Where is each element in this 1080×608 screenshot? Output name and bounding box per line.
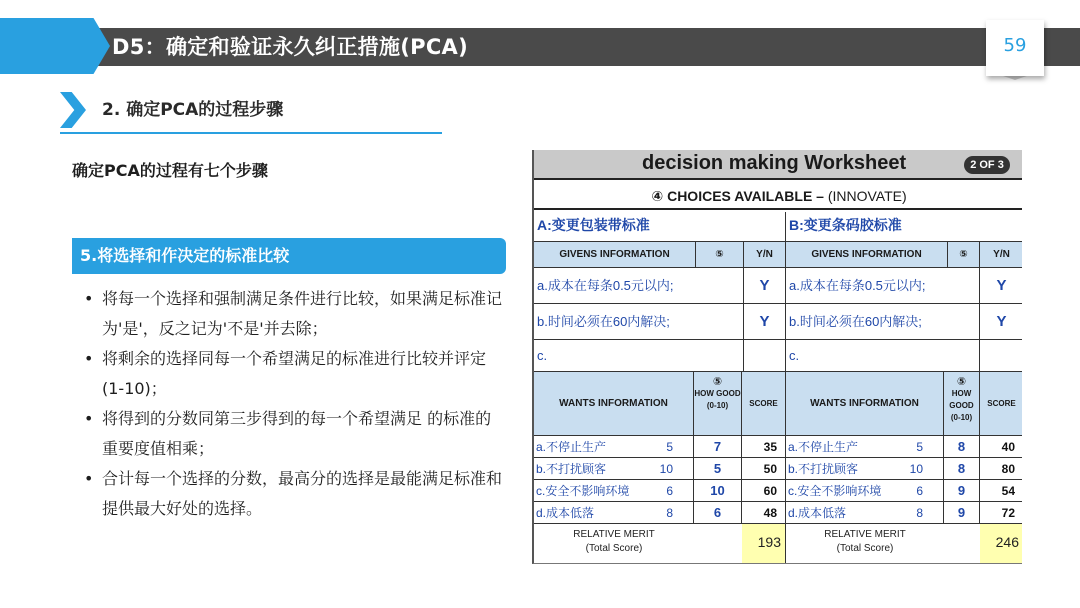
want-label: a.不停止生产 [788, 440, 859, 454]
merit-sub: (Total Score) [836, 543, 894, 554]
given-yn [980, 340, 1022, 372]
want-weight: 8 [916, 506, 923, 520]
want-weight: 8 [666, 506, 673, 520]
section-title: 2. 确定PCA的过程步骤 [102, 100, 284, 120]
given-item: b.时间必须在60内解决; [534, 304, 744, 340]
want-weight: 6 [666, 484, 673, 498]
merit-sub: (Total Score) [585, 543, 643, 554]
slide-title: D5：确定和验证永久纠正措施(PCA) [112, 35, 468, 59]
how-good-header [694, 372, 742, 436]
merit-total: 193 [742, 524, 786, 564]
want-label: d.成本低落 [788, 506, 847, 520]
how-value: 9 [944, 502, 980, 524]
want-weight: 10 [659, 462, 673, 476]
bullet-item: • 将得到的分数同第三步得到的每一个希望满足 的标准的重要度值相乘； [84, 404, 506, 464]
want-label: d.成本低落 [536, 506, 595, 520]
how-value: 8 [944, 458, 980, 480]
worksheet-title-bar [534, 150, 1022, 180]
how-value: 9 [944, 480, 980, 502]
given-item: a.成本在每条0.5元以内; [534, 268, 744, 304]
bullet-item: • 合计每一个选择的分数，最高分的选择是最能满足标准和提供最大好处的选择。 [84, 464, 506, 524]
want-weight: 5 [916, 440, 923, 454]
want-item [534, 458, 694, 480]
want-item [786, 436, 944, 458]
score-header: SCORE [742, 372, 786, 436]
want-item [534, 436, 694, 458]
step-title: 5.将选择和作决定的标准比较 [72, 238, 506, 274]
bullet-list [84, 284, 506, 524]
given-yn: Y [980, 268, 1022, 304]
given-yn [744, 340, 786, 372]
how-range: (0-10) [706, 401, 729, 410]
wants-header: WANTS INFORMATION [534, 372, 694, 436]
page-number: 59 [986, 20, 1044, 76]
merit-total: 246 [980, 524, 1022, 564]
given-item: a.成本在每条0.5元以内; [786, 268, 980, 304]
how-good-header [944, 372, 980, 436]
want-weight: 6 [916, 484, 923, 498]
choices-label: ④ CHOICES AVAILABLE – [651, 188, 824, 204]
section-underline [60, 132, 442, 134]
given-item: c. [786, 340, 980, 372]
givens-header: GIVENS INFORMATION [786, 242, 948, 268]
wants-header: WANTS INFORMATION [786, 372, 944, 436]
intro-text: 确定PCA的过程有七个步骤 [72, 161, 268, 180]
want-weight: 10 [909, 462, 923, 476]
merit-spacer [694, 524, 742, 564]
how-number: ⑤ [712, 376, 723, 388]
want-item [786, 502, 944, 524]
givens-number: ⑤ [696, 242, 744, 268]
how-label: HOW GOOD [694, 389, 741, 398]
score-value: 60 [742, 480, 786, 502]
given-yn: Y [980, 304, 1022, 340]
choices-heading [534, 182, 1022, 210]
chevron-right-icon [60, 92, 86, 128]
score-value: 80 [980, 458, 1022, 480]
want-label: b.不打扰顾客 [788, 462, 859, 476]
title-arrow-accent [0, 18, 110, 74]
score-value: 40 [980, 436, 1022, 458]
decision-worksheet [532, 150, 1022, 564]
want-item [786, 458, 944, 480]
want-weight: 5 [666, 440, 673, 454]
bullet-item: • 将剩余的选择同每一个希望满足的标准进行比较并评定(1-10)； [84, 344, 506, 404]
how-value: 5 [694, 458, 742, 480]
merit-spacer [944, 524, 980, 564]
given-item: c. [534, 340, 744, 372]
score-value: 72 [980, 502, 1022, 524]
how-range: (0-10) [950, 413, 973, 422]
how-label: HOW GOOD [949, 389, 974, 410]
title-bar [0, 18, 1080, 74]
want-label: b.不打扰顾客 [536, 462, 607, 476]
want-item [534, 480, 694, 502]
merit-label-cell [534, 524, 694, 564]
score-value: 50 [742, 458, 786, 480]
how-value: 6 [694, 502, 742, 524]
yn-header: Y/N [980, 242, 1022, 268]
want-label: a.不停止生产 [536, 440, 607, 454]
option-b-title: B:变更条码胶标准 [786, 212, 1022, 242]
bullet-item: • 将每一个选择和强制满足条件进行比较，如果满足标准记为'是'，反之记为'不是'并去除； [84, 284, 506, 344]
given-yn: Y [744, 304, 786, 340]
want-item [786, 480, 944, 502]
option-a-title: A:变更包装带标准 [534, 212, 786, 242]
worksheet-title: decision making Worksheet [642, 152, 907, 174]
score-value: 35 [742, 436, 786, 458]
given-yn: Y [744, 268, 786, 304]
how-value: 10 [694, 480, 742, 502]
want-item [534, 502, 694, 524]
score-header: SCORE [980, 372, 1022, 436]
how-value: 8 [944, 436, 980, 458]
merit-label: RELATIVE MERIT [573, 529, 655, 540]
choices-sub: (INNOVATE) [827, 188, 907, 204]
score-value: 54 [980, 480, 1022, 502]
yn-header: Y/N [744, 242, 786, 268]
how-value: 7 [694, 436, 742, 458]
want-label: c.安全不影响环境 [788, 484, 882, 498]
want-label: c.安全不影响环境 [536, 484, 630, 498]
worksheet-page-badge: 2 OF 3 [964, 156, 1010, 174]
merit-label-cell [786, 524, 944, 564]
givens-number: ⑤ [948, 242, 980, 268]
score-value: 48 [742, 502, 786, 524]
merit-label: RELATIVE MERIT [824, 529, 906, 540]
givens-header: GIVENS INFORMATION [534, 242, 696, 268]
given-item: b.时间必须在60内解决; [786, 304, 980, 340]
how-number: ⑤ [956, 376, 967, 388]
